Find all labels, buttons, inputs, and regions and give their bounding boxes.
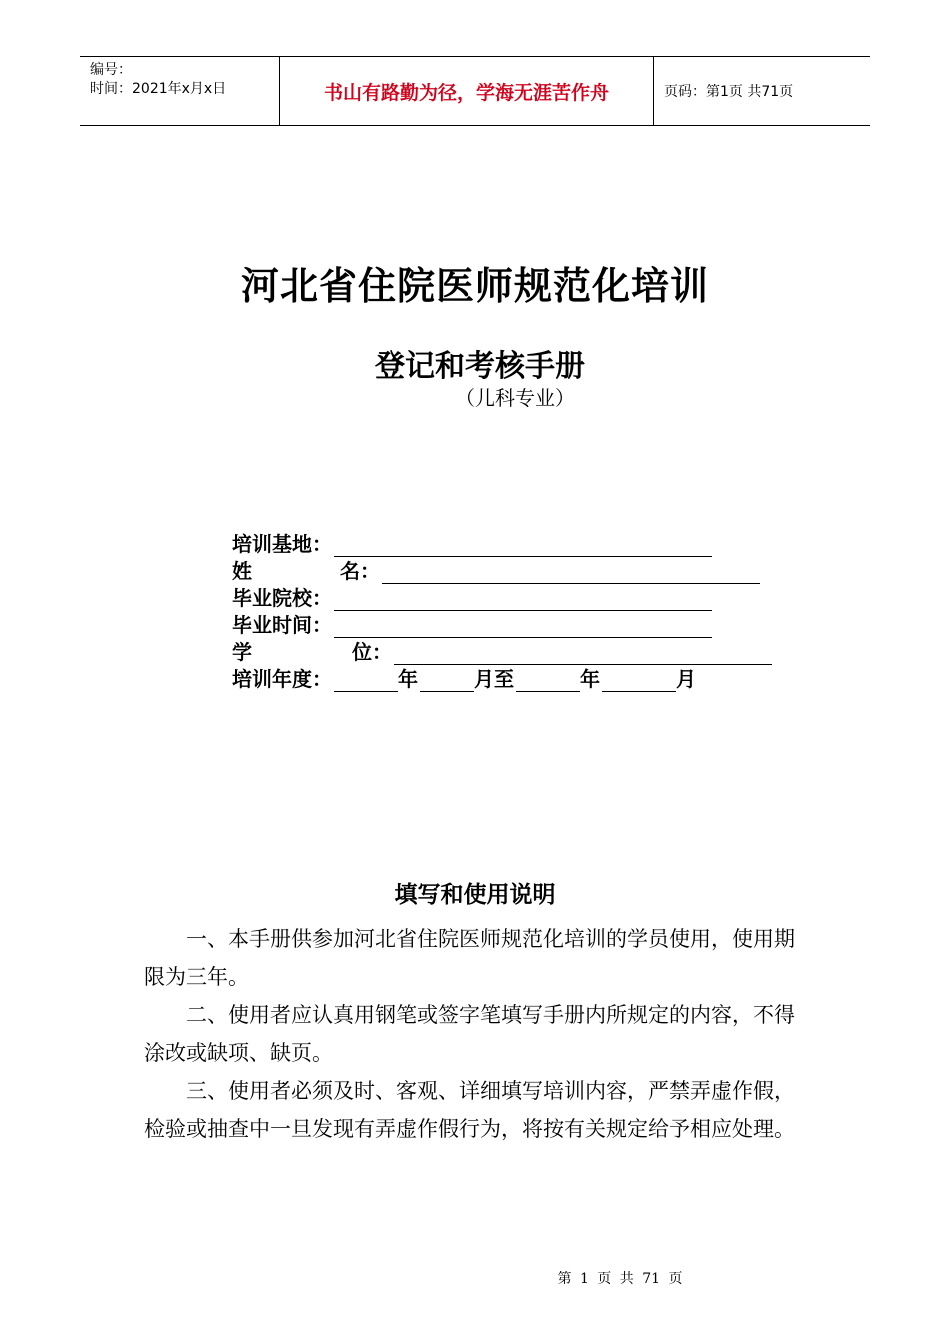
- end-year-field[interactable]: [516, 671, 580, 692]
- time-label: 时间：2021年x月x日: [90, 81, 227, 97]
- instruction-item: 一、本手册供参加河北省住院医师规范化培训的学员使用，使用期限为三年。: [144, 927, 795, 989]
- document-subtitle: 登记和考核手册: [375, 349, 585, 384]
- name-label-first: 姓: [232, 559, 252, 583]
- page-footer: 第 1 页 共 71 页: [557, 1271, 683, 1287]
- year-unit-1: 年: [398, 667, 418, 691]
- end-month-field[interactable]: [602, 671, 676, 692]
- training-base-label: 培训基地：: [232, 532, 332, 556]
- graduation-time-label: 毕业时间：: [232, 613, 332, 637]
- document-header: [80, 56, 870, 126]
- month-to-label: 月至: [474, 667, 514, 691]
- degree-label-second: 位：: [352, 640, 392, 664]
- start-year-field[interactable]: [334, 671, 398, 692]
- degree-field[interactable]: [394, 644, 772, 665]
- year-unit-2: 年: [580, 667, 600, 691]
- document-title: 河北省住院医师规范化培训: [240, 264, 709, 308]
- graduation-time-field[interactable]: [334, 617, 712, 638]
- training-base-field[interactable]: [334, 536, 712, 557]
- registration-form: [232, 530, 772, 692]
- name-label-second: 名：: [340, 559, 380, 583]
- header-page-info: 页码：第1页 共71页: [664, 84, 794, 100]
- header-meta: [80, 57, 280, 125]
- instruction-item: 三、使用者必须及时、客观、详细填写培训内容，严禁弄虚作假，检验或抽查中一旦发现有弄虚作假行为，将按有关规定给予相应处理。: [144, 1079, 795, 1141]
- form-row-training-year: [232, 665, 772, 692]
- school-field[interactable]: [334, 590, 712, 611]
- name-field[interactable]: [382, 563, 760, 584]
- start-month-field[interactable]: [420, 671, 474, 692]
- form-row-base: [232, 530, 772, 557]
- form-row-name: [232, 557, 772, 584]
- instruction-item: 二、使用者应认真用钢笔或签字笔填写手册内所规定的内容，不得涂改或缺项、缺页。: [144, 1003, 795, 1065]
- header-motto: 书山有路勤为径，学海无涯苦作舟: [280, 57, 654, 125]
- form-row-school: [232, 584, 772, 611]
- serial-number-label: 编号：: [90, 62, 132, 78]
- training-year-label: 培训年度：: [232, 667, 332, 691]
- degree-label-first: 学: [232, 640, 252, 664]
- school-label: 毕业院校：: [232, 586, 332, 610]
- instructions-title: 填写和使用说明: [394, 882, 556, 908]
- specialty-label: （儿科专业）: [455, 386, 575, 410]
- form-row-grad-time: [232, 611, 772, 638]
- month-unit: 月: [676, 667, 696, 691]
- form-row-degree: [232, 638, 772, 665]
